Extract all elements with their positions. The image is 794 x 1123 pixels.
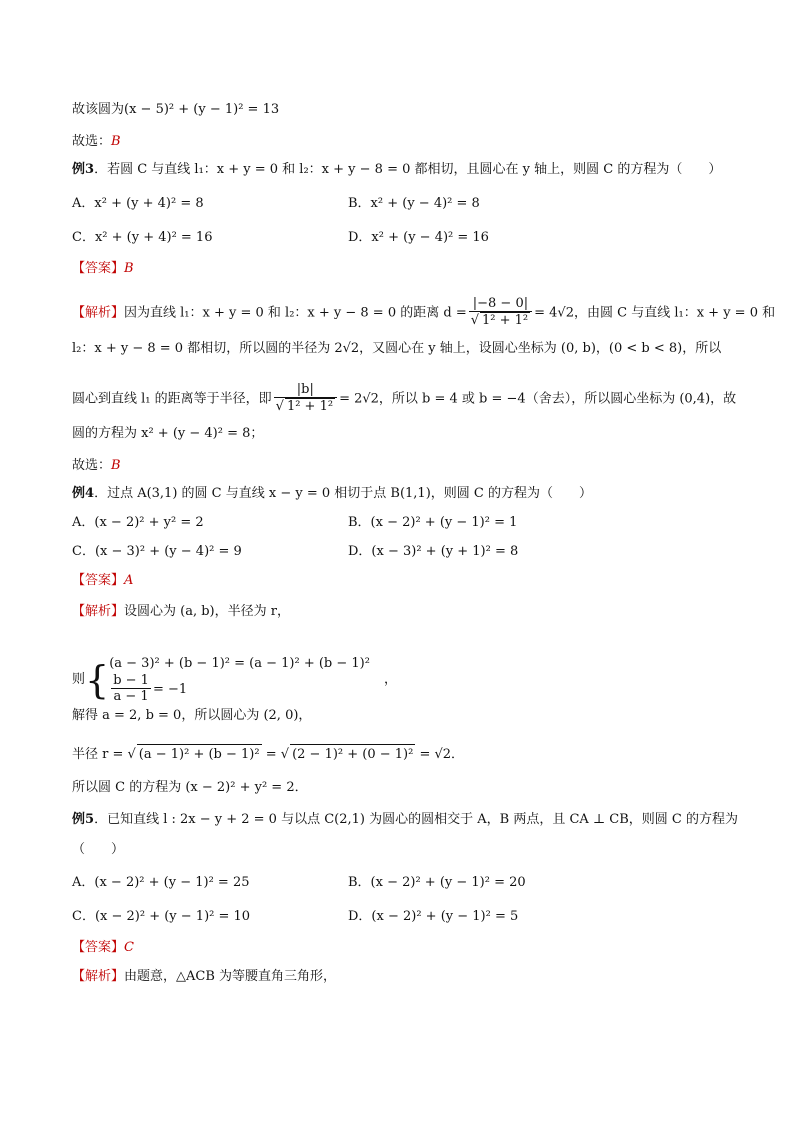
solution-label: 【解析】	[72, 604, 125, 619]
ex3-option-b: B．x² + (y − 4)² = 8	[348, 196, 480, 211]
ex4-solution-line-4: 半径 r = √ (a − 1)² + (b − 1)² = √ (2 − 1)² + (0 − 1)² = √2．	[72, 744, 464, 765]
ex4-option-a: A．(x − 2)² + y² = 2	[72, 515, 204, 530]
solution-text: 半径 r =	[72, 747, 124, 762]
ex3-answer	[72, 259, 134, 279]
ex4-option-d: D．(x − 3)² + (y + 1)² = 8	[348, 544, 519, 559]
ex3-selection	[72, 456, 121, 476]
ex3-option-d: D．x² + (y − 4)² = 16	[348, 230, 489, 245]
eq-rhs: = −1	[152, 682, 188, 697]
answer-value: C	[124, 940, 134, 955]
fraction-numerator: |b|	[274, 383, 337, 398]
example-5-stem-cont: （ ）	[72, 842, 125, 857]
ex3-solution-line-4: 圆的方程为 x² + (y − 4)² = 8；	[72, 426, 264, 441]
sqrt-content: (2 − 1)² + (0 − 1)²	[290, 744, 415, 765]
radius-fraction	[274, 383, 337, 415]
answer-label: 【答案】	[72, 940, 125, 955]
ex4-option-b: B．(x − 2)² + (y − 1)² = 1	[348, 515, 518, 530]
selection-prefix: 故选：	[72, 458, 112, 473]
question-text: ．若圆 C 与直线 l₁：x + y = 0 和 l₂：x + y − 8 = 0 都相切，且圆心在 y 轴上，则圆 C 的方程为（ ）	[94, 162, 722, 177]
selection-answer: B	[111, 458, 121, 473]
answer-label: 【答案】	[72, 573, 125, 588]
example-number: 4	[85, 486, 95, 501]
distance-fraction	[469, 297, 532, 329]
example-4-stem	[72, 484, 592, 504]
solution-text: =	[265, 747, 277, 762]
ex5-option-b: B．(x − 2)² + (y − 1)² = 20	[348, 875, 526, 890]
system-eq-1: (a − 3)² + (b − 1)² = (a − 1)² + (b − 1)²	[109, 656, 370, 671]
fraction-denominator: a − 1	[113, 689, 149, 704]
selection-answer: B	[111, 134, 121, 149]
solution-text: 由题意，△ACB 为等腰直角三角形，	[124, 969, 337, 984]
sqrt-content: (a − 1)² + (b − 1)²	[137, 744, 262, 765]
ex5-option-a: A．(x − 2)² + (y − 1)² = 25	[72, 875, 250, 890]
ex4-answer	[72, 571, 133, 591]
system-suffix: ，	[383, 671, 397, 687]
fraction-numerator: |−8 − 0|	[469, 297, 532, 312]
solution-text: 设圆心为 (a, b)，半径为 r，	[124, 604, 290, 619]
solution-label: 【解析】	[72, 969, 125, 984]
example-tag: 例	[72, 486, 86, 501]
conclusion-equation: (x − 5)² + (y − 1)² = 13	[124, 102, 280, 117]
answer-value: B	[124, 261, 134, 276]
solution-text: = √2．	[419, 747, 465, 762]
selection-prefix: 故选：	[72, 134, 112, 149]
system-eq-2	[109, 674, 370, 705]
ex3-solution-line-2: l₂：x + y − 8 = 0 都相切，所以圆的半径为 2√2，又圆心在 y 轴上，设圆心坐标为 (0, b)，(0 < b < 8)，所以	[72, 341, 722, 356]
example-5-stem	[72, 810, 738, 830]
prev-selection	[72, 132, 121, 152]
ex3-option-c: C．x² + (y + 4)² = 16	[72, 230, 213, 245]
system-prefix: 则	[72, 672, 86, 687]
ex4-solution-line-1	[72, 602, 290, 622]
fraction-denominator: √ 1² + 1²	[275, 399, 334, 414]
solution-label: 【解析】	[72, 305, 125, 321]
example-tag: 例	[72, 812, 86, 827]
fraction-numerator: b − 1	[113, 673, 149, 688]
system-brace: {	[85, 657, 110, 702]
example-number: 5	[85, 812, 95, 827]
ex5-option-c: C．(x − 2)² + (y − 1)² = 10	[72, 909, 251, 924]
example-number: 3	[85, 162, 95, 177]
conclusion-prefix: 故该圆为	[72, 102, 125, 117]
fraction-denominator: √ 1² + 1²	[470, 313, 529, 328]
ex3-solution-line-1	[72, 297, 775, 329]
example-tag: 例	[72, 162, 86, 177]
example-3-stem	[72, 160, 721, 180]
ex4-option-c: C．(x − 3)² + (y − 4)² = 9	[72, 544, 242, 559]
ex3-solution-line-3	[72, 383, 736, 415]
ex5-answer	[72, 938, 134, 958]
conclusion-line	[72, 100, 279, 120]
system-equations	[109, 654, 370, 705]
solution-text: = 2√2，所以 b = 4 或 b = −4（舍去），所以圆心坐标为 (0,4)，故	[339, 391, 737, 407]
ex5-option-d: D．(x − 2)² + (y − 1)² = 5	[348, 909, 519, 924]
ex4-system	[72, 654, 397, 705]
ex4-solution-line-3: 解得 a = 2, b = 0，所以圆心为 (2, 0)，	[72, 708, 312, 723]
answer-value: A	[124, 573, 134, 588]
question-text: ．已知直线 l : 2x − y + 2 = 0 与以点 C(2,1) 为圆心的圆相交于 A，B 两点，且 CA ⊥ CB，则圆 C 的方程为	[94, 812, 738, 827]
solution-text: = 4√2，由圆 C 与直线 l₁：x + y = 0 和	[534, 305, 776, 321]
solution-text: 因为直线 l₁：x + y = 0 和 l₂：x + y − 8 = 0 的距离 d =	[124, 305, 467, 321]
ex4-solution-line-5: 所以圆 C 的方程为 (x − 2)² + y² = 2．	[72, 780, 308, 795]
sqrt-content: 1² + 1²	[482, 313, 529, 328]
answer-label: 【答案】	[72, 261, 125, 276]
solution-text: 圆心到直线 l₁ 的距离等于半径，即	[72, 391, 272, 407]
question-text: ．过点 A(3,1) 的圆 C 与直线 x − y = 0 相切于点 B(1,1)，则圆 C 的方程为（ ）	[94, 486, 592, 501]
ex5-solution-line-1	[72, 967, 336, 987]
ex3-option-a: A．x² + (y + 4)² = 8	[72, 196, 204, 211]
sqrt-content: 1² + 1²	[286, 399, 334, 414]
slope-fraction	[111, 674, 151, 705]
